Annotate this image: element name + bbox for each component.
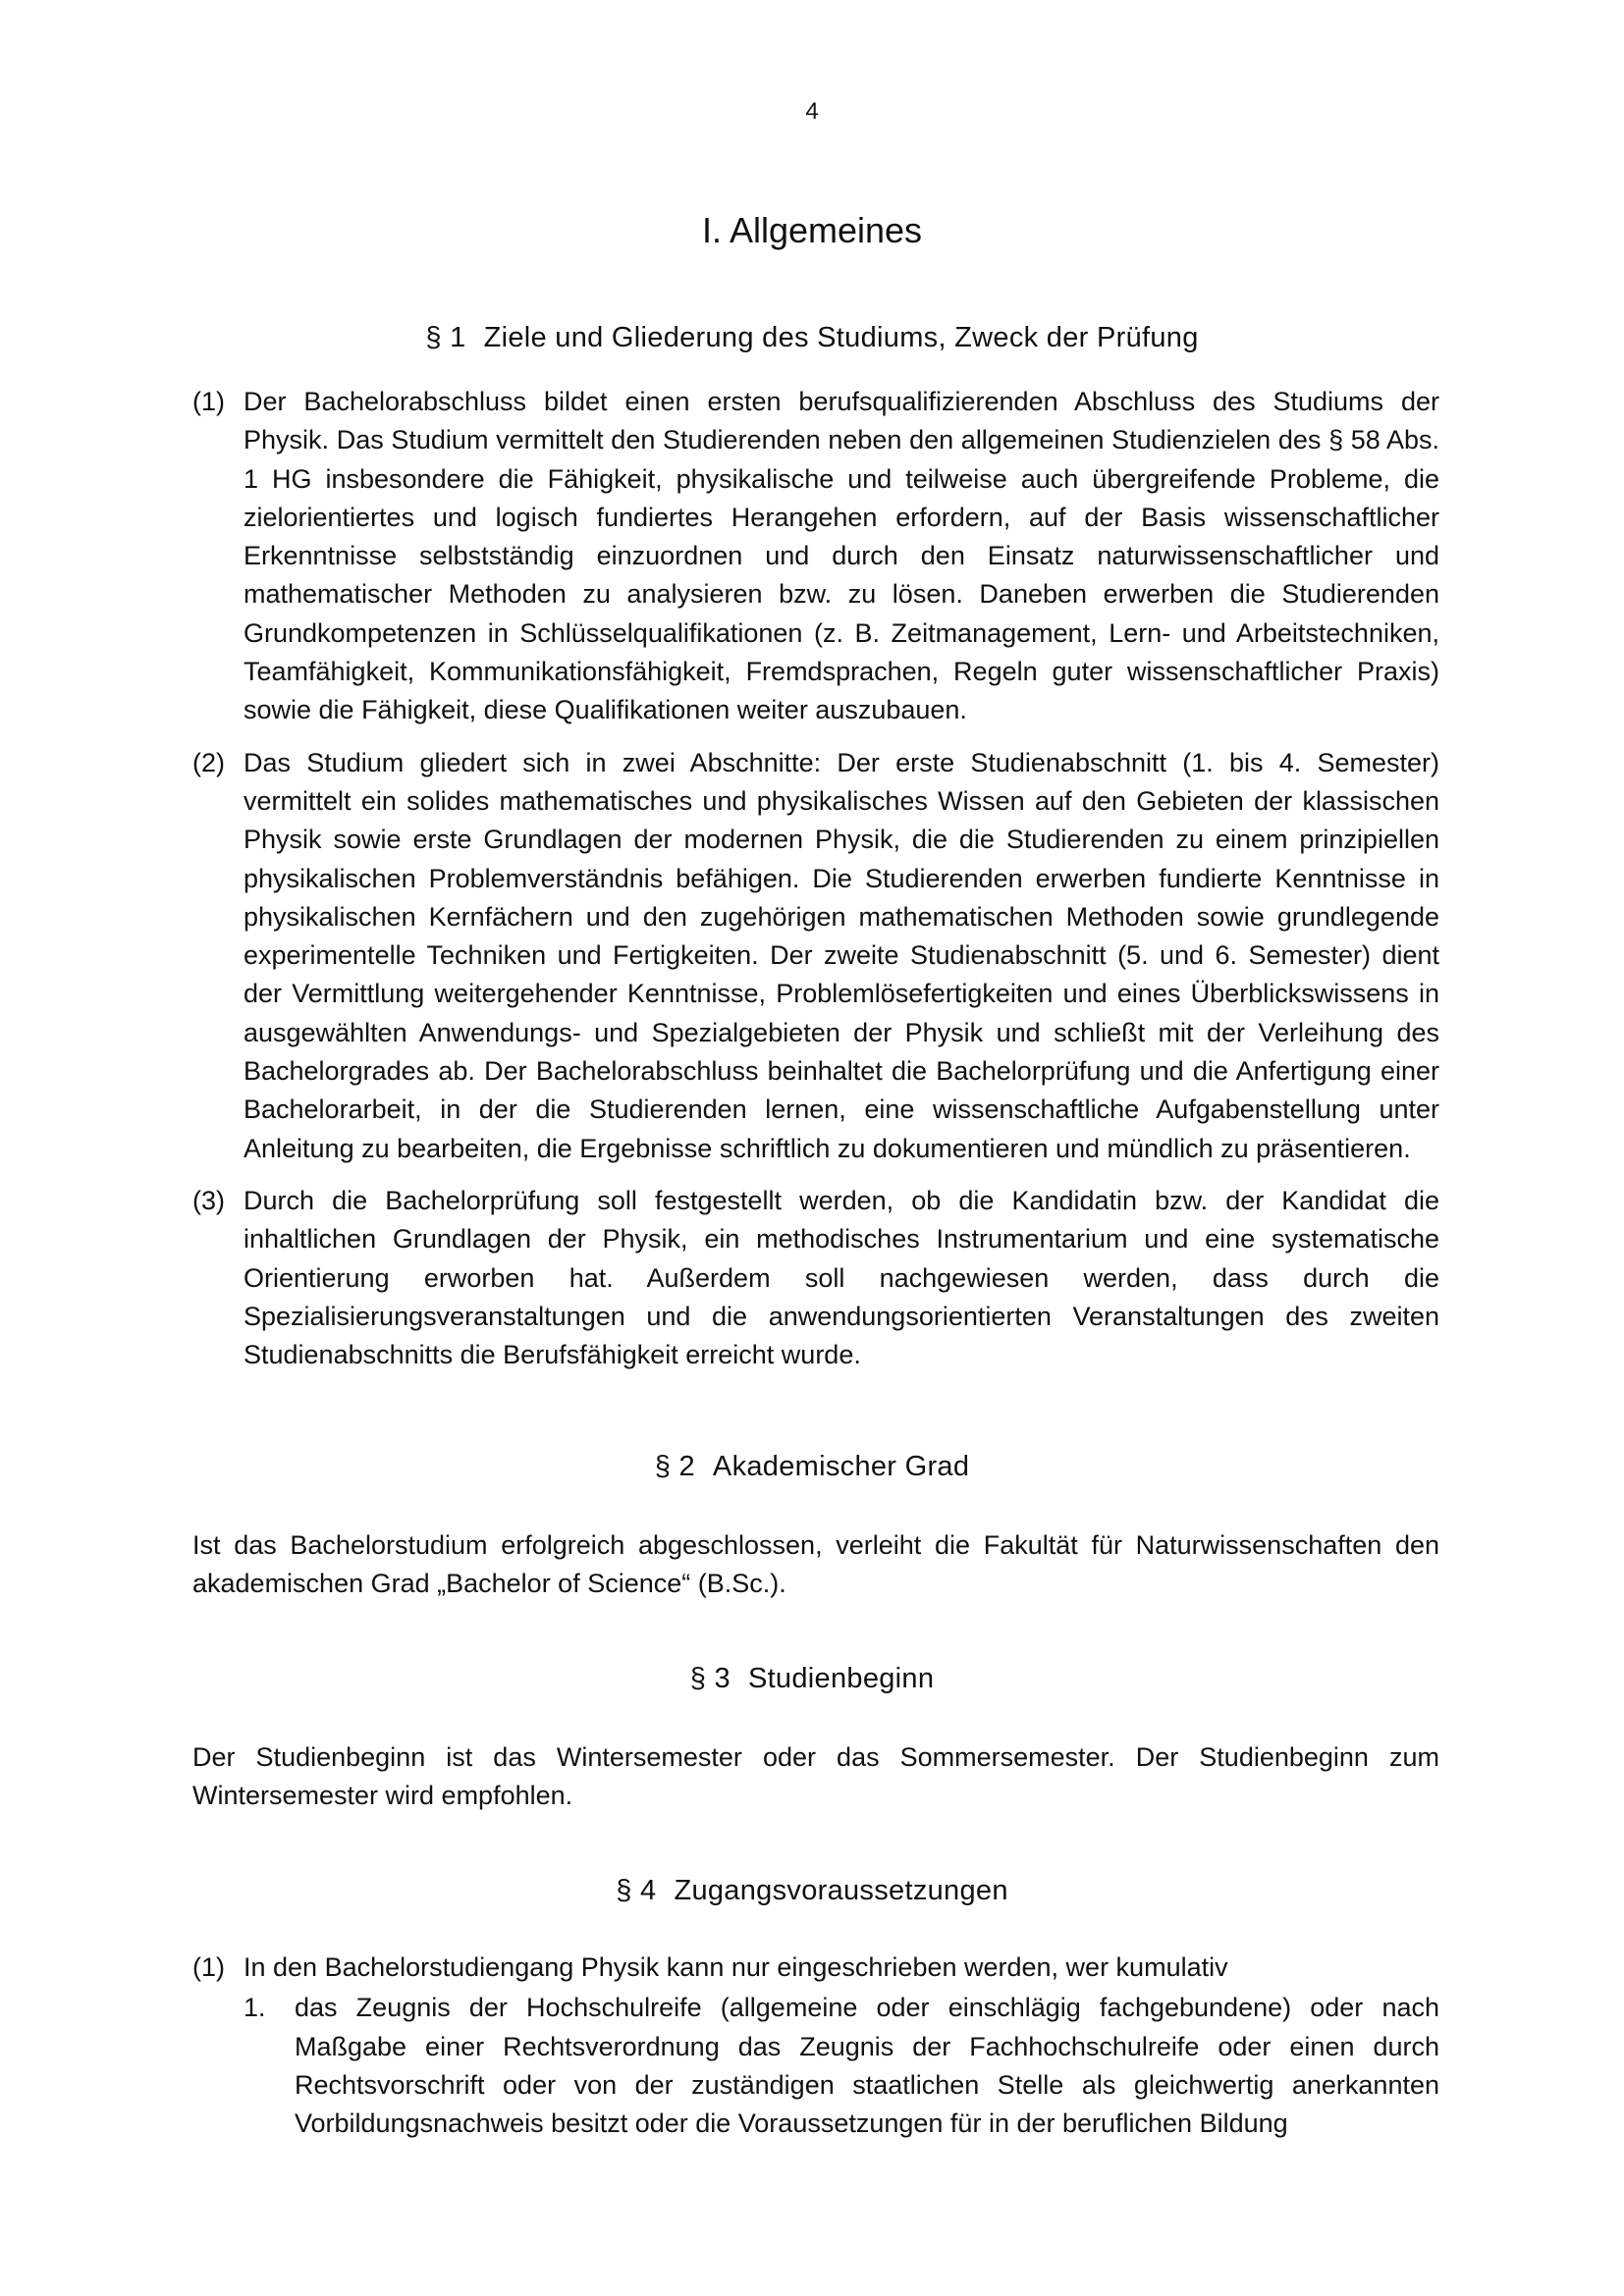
paragraph-number: (2) [192, 747, 225, 777]
chapter-title: I. Allgemeines [701, 210, 923, 250]
section-symbol: § 2 [654, 1451, 695, 1482]
paragraph-1 [192, 383, 1439, 730]
section-3-text: Der Studienbeginn ist das Wintersemester oder das Sommersemester. Der Studienbeginn zum Wintersemester wird empfohlen. [192, 1742, 1439, 1811]
section-title: Ziele und Gliederung des Studiums, Zweck der Prüfung [483, 322, 1199, 353]
section-title: Akademischer Grad [712, 1451, 970, 1482]
paragraph-text: In den Bachelorstudiengang Physik kann nur eingeschrieben werden, wer kumulativ [244, 1952, 1228, 1982]
paragraph-number: (1) [192, 387, 225, 416]
list-item [244, 1989, 1439, 2143]
paragraph-3 [192, 1182, 1439, 1374]
section-symbol: § 4 [616, 1875, 657, 1906]
section-title: Zugangsvoraussetzungen [674, 1875, 1008, 1906]
paragraph-2 [192, 744, 1439, 1168]
paragraph-text: Durch die Bachelorprüfung soll festgestellt werden, ob die Kandidatin bzw. der Kandidat die inhaltlichen Grundlagen der Physik, ein methodisches Instrumentarium und eine systematische Orientierung erworben hat. Außerdem soll nachgewiesen werden, dass durch die Spezialisierungsveranstaltungen und die anwendungsorientierten Veranstaltungen des zweiten Studienabschnitts die Berufsfähigkeit erreicht wurde. [244, 1185, 1439, 1370]
section-symbol: § 3 [689, 1663, 731, 1694]
page-number: 4 [805, 98, 819, 125]
paragraph-number: (3) [192, 1185, 225, 1215]
section-4-heading [0, 1875, 1624, 1907]
paragraph-number: (1) [192, 1952, 225, 1982]
paragraph-text: Das Studium gliedert sich in zwei Abschnitte: Der erste Studienabschnitt (1. bis 4. Semester) vermittelt ein solides mathematisches und physikalisches Wissen auf den Gebieten der klassischen Physik sowie erste Grundlagen der modernen Physik, die die Studierenden zu einem prinzipiellen physikalischen Problemverständnis befähigen. Die Studierenden erwerben fundierte Kenntnisse in physikalischen Kernfächern und den zugehörigen mathematischen Methoden sowie grundlegende experimentelle Techniken und Fertigkeiten. Der zweite Studienabschnitt (5. und 6. Semester) dient der Vermittlung weitergehender Kenntnisse, Problemlösefertigkeiten und eines Überblickswissens in ausgewählten Anwendungs- und Spezialgebieten der Physik und schließt mit der Verleihung des Bachelorgrades ab. Der Bachelorabschluss beinhaltet die Bachelorprüfung und die Anfertigung einer Bachelorarbeit, in der die Studierenden lernen, eine wissenschaftliche Aufgabenstellung unter Anleitung zu bearbeiten, die Ergebnisse schriftlich zu dokumentieren und mündlich zu präsentieren. [244, 747, 1439, 1163]
section-3-heading [0, 1663, 1624, 1695]
paragraph-1 [192, 1949, 1439, 2143]
section-title: Studienbeginn [747, 1663, 935, 1694]
list-item-text: das Zeugnis der Hochschulreife (allgemeine oder einschlägig fachgebundene) oder nach Maßgabe einer Rechtsverordnung das Zeugnis der Fachhochschulreife oder einen durch Rechtsvorschrift oder von der zuständigen staatlichen Stelle als gleichwertig anerkannten Vorbildungsnachweis besitzt oder die Voraussetzungen für in der beruflichen Bildung [295, 1993, 1439, 2139]
paragraph-text: Der Bachelorabschluss bildet einen ersten berufsqualifizierenden Abschluss des Studiums der Physik. Das Studium vermittelt den Studierenden neben den allgemeinen Studienzielen des § 58 Abs. 1 HG insbesondere die Fähigkeit, physikalische und teilweise auch übergreifende Probleme, die zielorientiertes und logisch fundiertes Herangehen erfordern, auf der Basis wissenschaftlicher Erkenntnisse selbstständig einzuordnen und durch den Einsatz naturwissenschaftlicher und mathematischer Methoden zu analysieren bzw. zu lösen. Daneben erwerben die Studierenden Grundkompetenzen in Schlüsselqualifikationen (z. B. Zeitmanagement, Lern- und Arbeitstechniken, Teamfähigkeit, Kommunikationsfähigkeit, Fremdsprachen, Regeln guter wissenschaftlicher Praxis) sowie die Fähigkeit, diese Qualifikationen weiter auszubauen. [244, 387, 1439, 725]
section-1-paragraphs [192, 383, 1439, 1374]
section-4-paragraphs [192, 1949, 1439, 2143]
list-item-number: 1. [244, 1993, 266, 2023]
section-2-text: Ist das Bachelorstudium erfolgreich abgeschlossen, verleiht die Fakultät für Naturwissenschaften den akademischen Grad „Bachelor of Science“ (B.Sc.). [192, 1530, 1439, 1599]
section-symbol: § 1 [425, 322, 466, 353]
section-1-heading [0, 322, 1624, 354]
section-2-heading [0, 1451, 1624, 1483]
